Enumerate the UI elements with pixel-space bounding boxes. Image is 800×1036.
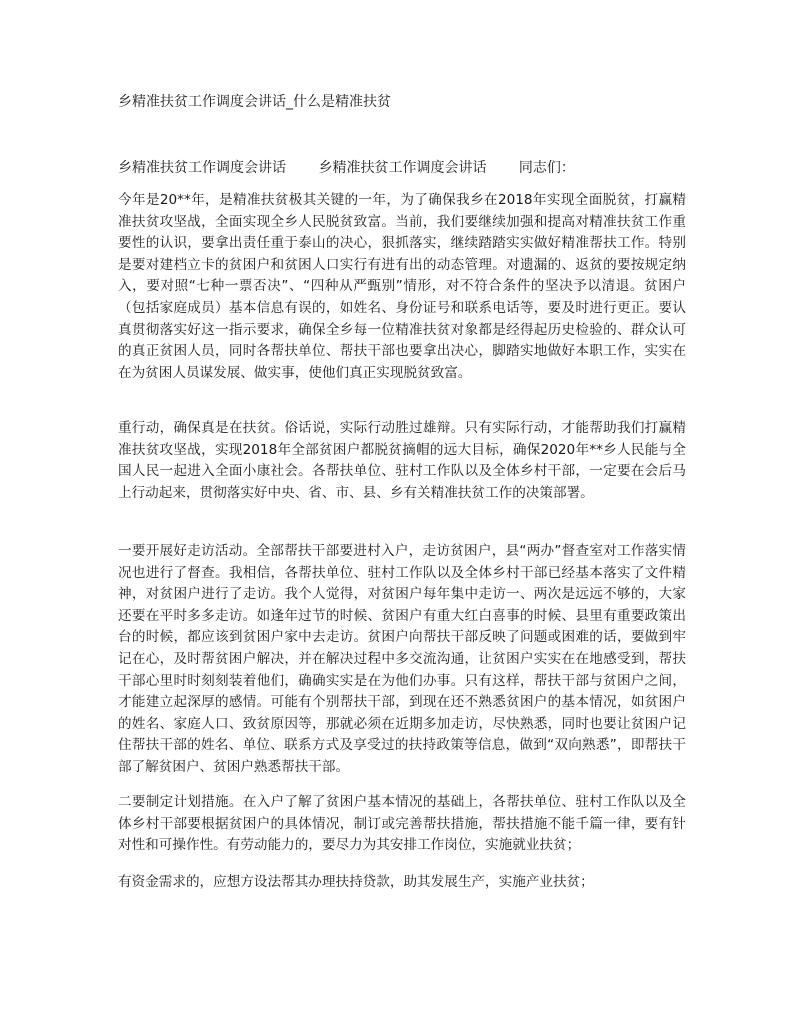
document-title: 乡精准扶贫工作调度会讲话_什么是精准扶贫 (118, 94, 391, 110)
paragraph: 二要制定计划措施。在入户了解了贫困户基本情况的基础上，各帮扶单位、驻村工作队以及全体乡村干部要根据贫困户的具体情况，制订或完善帮扶措施，帮扶措施不能千篇一律，要有针对性和可操作性。有劳动能力的，要尽力为其安排工作岗位，实施就业扶贫； (118, 794, 686, 854)
document-subtitle (118, 158, 718, 178)
paragraph: 今年是20**年，是精准扶贫极其关键的一年，为了确保我乡在2018年实现全面脱贫，打赢精准扶贫攻坚战，全面实现全乡人民脱贫致富。当前，我们要继续加强和提高对精准扶贫工作重要性的认识，要拿出责任重于泰山的决心，狠抓落实，继续踏踏实实做好精准帮扶工作。特别是要对建档立卡的贫困户和贫困人口实行有进有出的动态管理。对遗漏的、返贫的要按规定纳入，要对照“七种一票否决”、“四种从严甄别”情形，对不符合条件的坚决予以清退。贫困户（包括家庭成员）基本信息有误的，如姓名、身份证号和联系电话等，要及时进行更正。要认真贯彻落实好这一指示要求，确保全乡每一位精准扶贫对象都是经得起历史检验的、群众认可的真正贫困人员，同时各帮扶单位、帮扶干部也要拿出决心，脚踏实地做好本职工作，实实在在为贫困人员谋发展、做实事，使他们真正实现脱贫致富。 (118, 192, 686, 381)
paragraph: 一要开展好走访活动。全部帮扶干部要进村入户，走访贫困户，县“两办”督查室对工作落实情况也进行了督查。我相信，各帮扶单位、驻村工作队以及全体乡村干部已经基本落实了文件精神，对贫困户进行了走访。我个人觉得，对贫困户每年集中走访一、两次是远远不够的，大家还要在平时多多走访。如逢年过节的时候、贫困户有重大红白喜事的时候、县里有重要政策出台的时候，都应该到贫困户家中去走访。贫困户向帮扶干部反映了问题或困难的话，要做到牢记在心，及时帮贫困户解决，并在解决过程中多交流沟通，让贫困户实实在在地感受到，帮扶干部心里时时刻刻装着他们，确确实实是在为他们办事。只有这样，帮扶干部与贫困户之间，才能建立起深厚的感情。可能有个别帮扶干部，到现在还不熟悉贫困户的基本情况，如贫困户的姓名、家庭人口、致贫原因等，那就必须在近期多加走访，尽快熟悉，同时也要让贫困户记住帮扶干部的姓名、单位、联系方式及享受过的扶持政策等信息，做到“双向熟悉”，即帮扶干部了解贫困户、贫困户熟悉帮扶干部。 (118, 543, 686, 775)
paragraph: 有资金需求的，应想方设法帮其办理扶持贷款，助其发展生产，实施产业扶贫； (118, 874, 594, 890)
subtitle-part-1: 乡精准扶贫工作调度会讲话 (118, 160, 286, 176)
paragraph: 重行动，确保真是在扶贫。俗话说，实际行动胜过雄辩。只有实际行动，才能帮助我们打赢精准扶贫攻坚战，实现2018年全部贫困户都脱贫摘帽的远大目标，确保2020年**乡人民能与全国人民一起进入全面小康社会。各帮扶单位、驻村工作队以及全体乡村干部，一定要在会后马上行动起来，贯彻落实好中央、省、市、县、乡有关精准扶贫工作的决策部署。 (118, 420, 686, 501)
salutation: 同志们： (518, 160, 575, 176)
subtitle-part-2: 乡精准扶贫工作调度会讲话 (318, 160, 487, 176)
